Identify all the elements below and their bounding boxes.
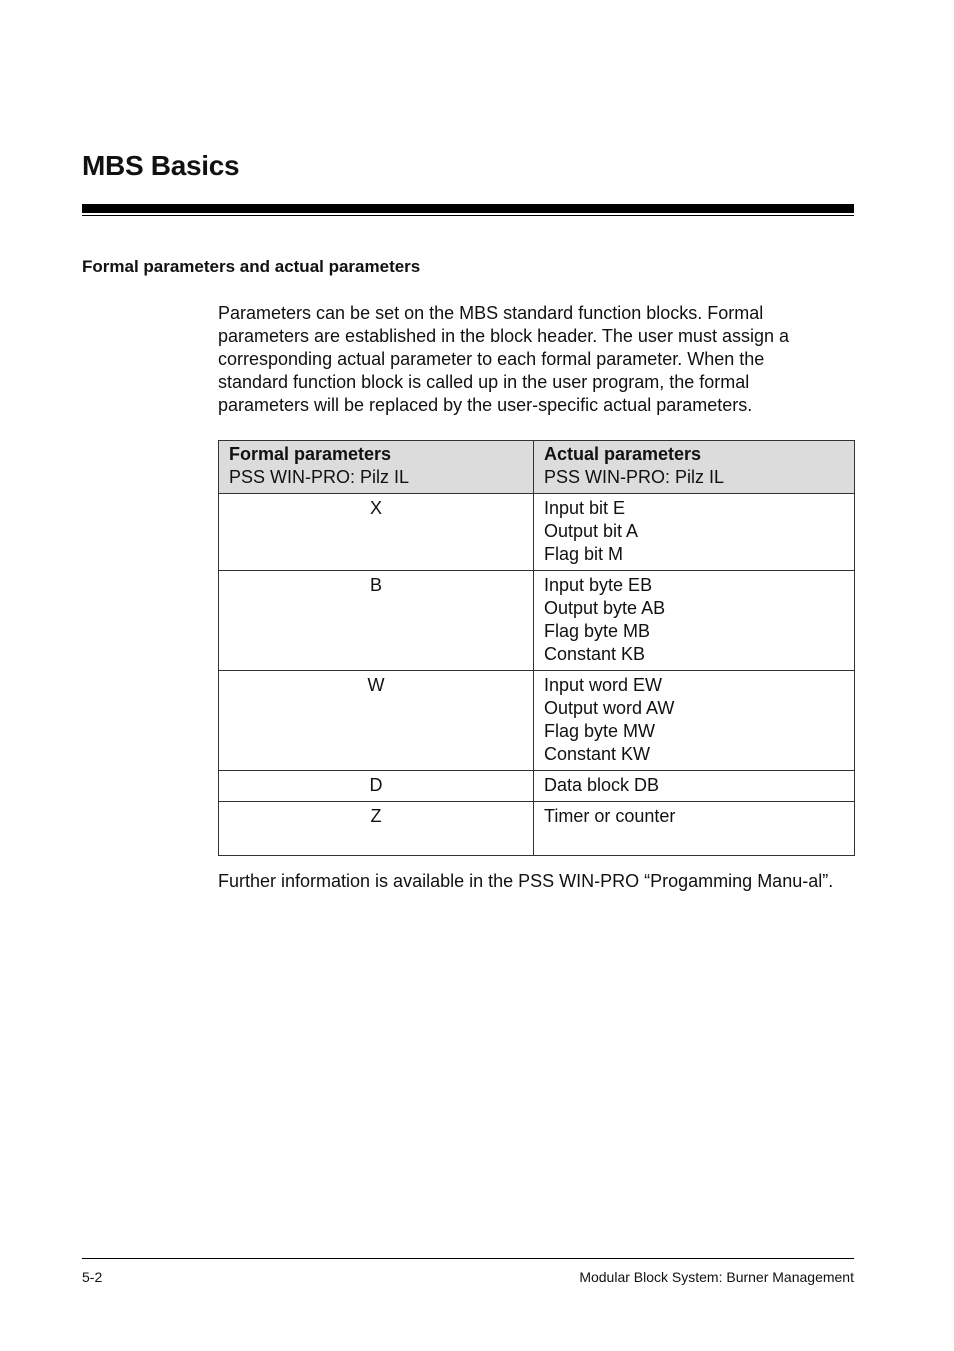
table-row (219, 571, 855, 671)
actual-item: Output word AW (544, 698, 675, 718)
header-actual-title: Actual parameters (544, 444, 702, 464)
actual-item: Timer or counter (544, 806, 676, 826)
actual-item: Flag byte MW (544, 721, 656, 741)
actual-cell (534, 771, 855, 802)
table-row (219, 494, 855, 571)
further-info-paragraph: Further information is available in the PSS WIN-PRO “Progamming Manu-al”. (218, 871, 834, 891)
header-formal-subtitle: PSS WIN-PRO: Pilz IL (229, 467, 410, 487)
actual-item: Flag byte MB (544, 621, 651, 641)
actual-item: Flag bit M (544, 544, 624, 564)
formal-cell: W (219, 671, 534, 771)
actual-item: Constant KW (544, 744, 651, 764)
footer-document-title: Modular Block System: Burner Management (579, 1269, 854, 1285)
formal-cell: Z (219, 802, 534, 856)
heading-rule-thick (82, 204, 854, 213)
table-row (219, 802, 855, 856)
formal-cell: B (219, 571, 534, 671)
actual-cell (534, 571, 855, 671)
table-header-row (219, 441, 855, 494)
intro-paragraph: Parameters can be set on the MBS standard function blocks. Formal parameters are established in the block header. The user must assign a corresponding actual parameter to each formal parameter. When the standard function block is called up in the user program, the formal parameters will be replaced by the user-specific actual parameters. (218, 303, 789, 415)
actual-item: Input bit E (544, 498, 626, 518)
header-formal-title: Formal parameters (229, 444, 392, 464)
formal-cell: X (219, 494, 534, 571)
actual-cell (534, 671, 855, 771)
header-formal-parameters (219, 441, 534, 494)
heading-rule-thin (82, 215, 854, 216)
header-actual-subtitle: PSS WIN-PRO: Pilz IL (544, 467, 725, 487)
header-actual-parameters (534, 441, 855, 494)
footer-rule (82, 1258, 854, 1259)
actual-item: Output byte AB (544, 598, 666, 618)
actual-cell (534, 802, 855, 856)
parameters-table (218, 440, 855, 856)
footer-page-number: 5-2 (82, 1269, 103, 1285)
actual-cell (534, 494, 855, 571)
actual-item: Input byte EB (544, 575, 653, 595)
table-row (219, 671, 855, 771)
formal-cell: D (219, 771, 534, 802)
actual-item: Input word EW (544, 675, 663, 695)
section-heading: Formal parameters and actual parameters (82, 257, 421, 276)
chapter-title: MBS Basics (82, 150, 240, 181)
actual-item: Output bit A (544, 521, 639, 541)
actual-item: Data block DB (544, 775, 660, 795)
table-row (219, 771, 855, 802)
actual-item: Constant KB (544, 644, 646, 664)
